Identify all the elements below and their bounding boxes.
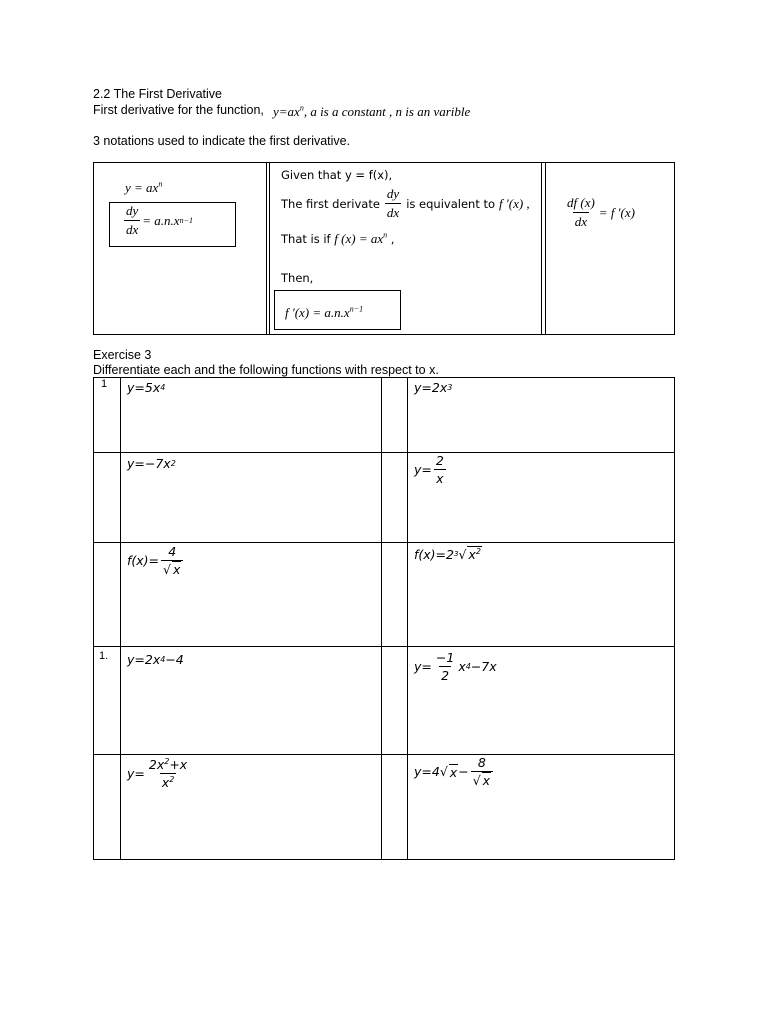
notation3-formula: $\frac{df (x)}{dx}$ = f ′(x) [567, 195, 635, 229]
table-row-divider [93, 542, 675, 543]
notation2-line1: Given that y = f(x), [281, 168, 393, 182]
notation2-line3: That is if f $(x) = ax^n$ , [281, 230, 395, 246]
problem-3b: f(x)=2 3 √ $x^2$ [414, 546, 481, 562]
notation2-result: f $'(x) = a.n.x^{n-1}$ [285, 304, 364, 320]
problem-5b: y=4√ x − $\frac{8}{√ x}$ [414, 755, 495, 788]
row-number: 1. [99, 650, 109, 662]
notation-box-1 [93, 162, 270, 335]
notation1-formula: $\frac{dy}{dx}$ = a.n.x n−1 [126, 203, 193, 237]
problem-1b: y=2x 3 [414, 380, 453, 395]
table-col-divider [120, 377, 121, 860]
table-row-divider [93, 754, 675, 755]
problem-4b: y= $\frac{-1}{2}$ x 4 −7x [414, 650, 497, 683]
notation1-lhs: $y = ax^n$ [125, 179, 163, 195]
problem-3a: f(x)= $\frac{4}{√ x}$ [127, 544, 185, 577]
intro-formula: $y=ax^n$, a is a constant , n is an varible [273, 103, 471, 119]
notation-box-3 [541, 162, 675, 335]
notations-line: 3 notations used to indicate the first derivative. [93, 134, 351, 148]
problem-2a: y=−7x 2 [127, 456, 176, 471]
section-title: 2.2 The First Derivative [93, 87, 222, 101]
problem-2b: y= $\frac{2}{x}$ [414, 453, 444, 486]
table-row-divider [93, 452, 675, 453]
table-col-divider [407, 377, 408, 860]
notation2-line4: Then, [281, 271, 314, 285]
row-number: 1 [101, 378, 108, 390]
problem-4a: y=2x 4 −4 [127, 652, 184, 667]
intro-text: First derivative for the function, [93, 103, 264, 117]
problem-5a: y= $\frac{2x^2+x}{x^2}$ [127, 756, 188, 790]
problem-1a: y=5x 4 [127, 380, 166, 395]
table-col-divider [381, 377, 382, 860]
table-row-divider [93, 646, 675, 647]
exercise-title: Exercise 3 [93, 348, 152, 362]
exercise-instruction: Differentiate each and the following functions with respect to x. [93, 363, 439, 377]
notation2-line2: The first derivate $\frac{dy}{dx}$ is equivalent to f ′(x) , [281, 186, 530, 220]
